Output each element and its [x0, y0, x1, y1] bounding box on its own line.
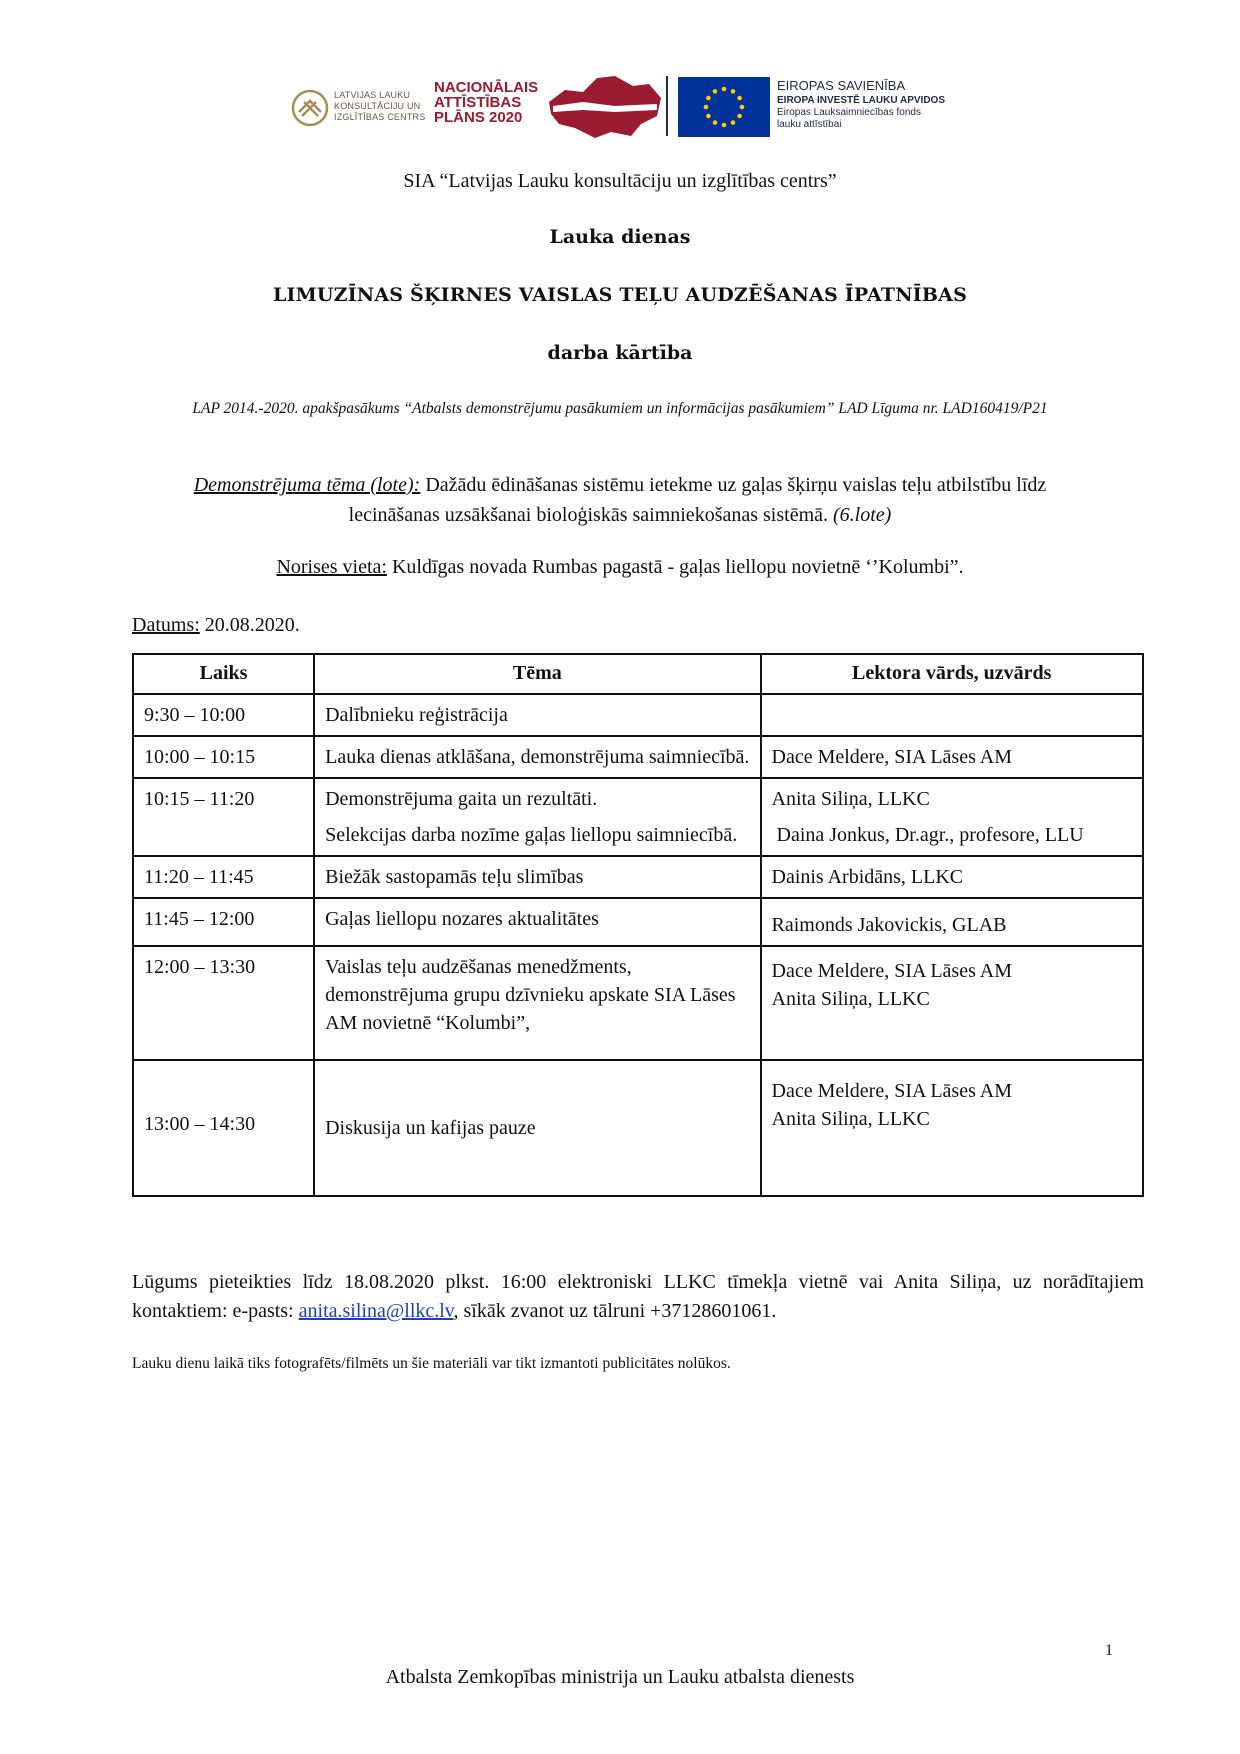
demo-topic-label: Demonstrējuma tēma (lote):: [193, 474, 421, 496]
llkc-emblem-icon: [290, 88, 330, 128]
lecturer-cell: [761, 856, 1144, 898]
lecturer-text: Daina Jonkus, Dr.agr., profesore, LLU: [771, 824, 1084, 846]
registration-note: [132, 1268, 1144, 1326]
topic-text: Lauka dienas atklāšana, demonstrējuma saimniecībā.: [325, 746, 750, 768]
lecturer-cell: [761, 898, 1144, 946]
time-cell: 13:00 – 14:30: [133, 1060, 314, 1196]
time-cell: 10:00 – 10:15: [133, 736, 314, 778]
registration-text: Lūgums pieteikties līdz 18.08.2020 plkst. 16:00 elektroniski LLKC tīmekļa vietnē vai Anita Siliņa, uz norādītajiem kontaktiem: e-pasts:: [132, 1271, 1144, 1322]
lecturer-text: Raimonds Jakovickis, GLAB: [771, 914, 1007, 936]
lecturer-text: Anita Siliņa, LLKC: [771, 1108, 930, 1130]
llkc-logo: [290, 84, 430, 134]
date-label: Datums:: [132, 614, 200, 636]
header-topic: Tēma: [314, 654, 760, 694]
photo-notice: Lauku dienu laikā tiks fotografēts/filmēts un šie materiāli var tikt izmantoti publicitātes nolūkos.: [132, 1355, 731, 1372]
organization-name: SIA “Latvijas Lauku konsultāciju un izglītības centrs”: [403, 170, 837, 192]
table-row: [133, 1060, 1143, 1196]
table-row: [133, 946, 1143, 1060]
time-cell: 10:15 – 11:20: [133, 778, 314, 856]
lecturer-text: Anita Siliņa, LLKC: [771, 788, 930, 810]
topic-cell: [314, 694, 760, 736]
registration-phone-text: , sīkāk zvanot uz tālruni +37128601061.: [453, 1300, 777, 1322]
time-cell: 11:20 – 11:45: [133, 856, 314, 898]
topic-text: Vaislas teļu audzēšanas menedžments, demonstrējuma grupu dzīvnieku apskate SIA Lāses AM novietnē “Kolumbi”,: [325, 956, 736, 1034]
time-cell: 12:00 – 13:30: [133, 946, 314, 1060]
lecturer-text: Dace Meldere, SIA Lāses AM: [771, 1080, 1012, 1102]
lecturer-cell: [761, 736, 1144, 778]
venue-text: Kuldīgas novada Rumbas pagastā - gaļas liellopu novietnē ‘’Kolumbi”.: [386, 556, 964, 578]
lecturer-text: Dainis Arbidāns, LLKC: [771, 866, 964, 888]
topic-cell: [314, 778, 760, 856]
time-cell: 11:45 – 12:00: [133, 898, 314, 946]
topic-text: Selekcijas darba nozīme gaļas liellopu saimniecībā.: [325, 824, 738, 846]
table-row: [133, 856, 1143, 898]
topic-cell: [314, 1060, 760, 1196]
header-lecturer: Lektora vārds, uzvārds: [761, 654, 1144, 694]
event-type: Lauka dienas: [549, 226, 691, 248]
email-link[interactable]: anita.silina@llkc.lv: [298, 1300, 454, 1322]
table-row: [133, 694, 1143, 736]
document-title: LIMUZĪNAS ŠĶIRNES VAISLAS TEĻU AUDZĒŠANAS ĪPATNĪBAS: [272, 284, 968, 306]
lecturer-cell: [761, 946, 1144, 1060]
page-number: 1: [1105, 1642, 1113, 1659]
header-time: Laiks: [133, 654, 314, 694]
demo-lot: (6.lote): [833, 504, 892, 526]
agenda-table: [132, 653, 1144, 1197]
eu-logo-text: EIROPAS SAVIENĪBA EIROPA INVESTĒ LAUKU APVIDOS Eiropas Lauksaimniecības fonds lauku attīstībai: [777, 78, 945, 130]
venue-label: Norises vieta:: [276, 556, 387, 578]
table-header-row: [133, 654, 1143, 694]
lecturer-cell: [761, 694, 1144, 736]
topic-text: Gaļas liellopu nozares aktualitātes: [325, 908, 599, 930]
venue: [0, 556, 1240, 579]
llkc-logo-text: LATVIJAS LAUKU KONSULTĀCIJU UN IZGLĪTĪBAS CENTRS: [334, 90, 426, 122]
logo-divider: [666, 76, 668, 136]
lecturer-text: Dace Meldere, SIA Lāses AM: [771, 746, 1012, 768]
topic-cell: [314, 898, 760, 946]
topic-text: Demonstrējuma gaita un rezultāti.: [325, 788, 598, 810]
lap-reference: LAP 2014.-2020. apakšpasākums “Atbalsts demonstrējumu pasākumiem un informācijas pasākumiem” LAD Līguma nr. LAD160419/P21: [192, 400, 1048, 417]
topic-text: Dalībnieku reģistrācija: [325, 704, 508, 726]
lecturer-text: Dace Meldere, SIA Lāses AM: [771, 960, 1012, 982]
event-date: [132, 614, 300, 637]
topic-cell: [314, 856, 760, 898]
table-row: [133, 736, 1143, 778]
table-row: [133, 898, 1143, 946]
topic-cell: [314, 736, 760, 778]
date-value: 20.08.2020.: [199, 614, 300, 636]
lecturer-cell: [761, 1060, 1144, 1196]
table-row: [133, 778, 1143, 856]
topic-text: Diskusija un kafijas pauze: [325, 1117, 536, 1139]
support-line: Atbalsta Zemkopības ministrija un Lauku atbalsta dienests: [385, 1666, 855, 1688]
nap-logo-text: NACIONĀLAIS ATTĪSTĪBAS PLĀNS 2020: [434, 79, 539, 126]
agenda-heading: darba kārtība: [547, 342, 693, 364]
demo-topic-text: Dažādu ēdināšanas sistēmu ietekme uz gaļas šķirņu vaislas teļu atbilstību līdz lecināšanas uzsākšanai bioloģiskās saimniekošanas sistēmā.: [348, 474, 1047, 526]
eu-flag-icon: [678, 77, 770, 137]
topic-text: Biežāk sastopamās teļu slimības: [325, 866, 584, 888]
latvia-map-icon: [545, 72, 665, 140]
demo-topic: [150, 470, 1090, 530]
time-cell: 9:30 – 10:00: [133, 694, 314, 736]
lecturer-cell: [761, 778, 1144, 856]
lecturer-text: Anita Siliņa, LLKC: [771, 988, 930, 1010]
topic-cell: [314, 946, 760, 1060]
